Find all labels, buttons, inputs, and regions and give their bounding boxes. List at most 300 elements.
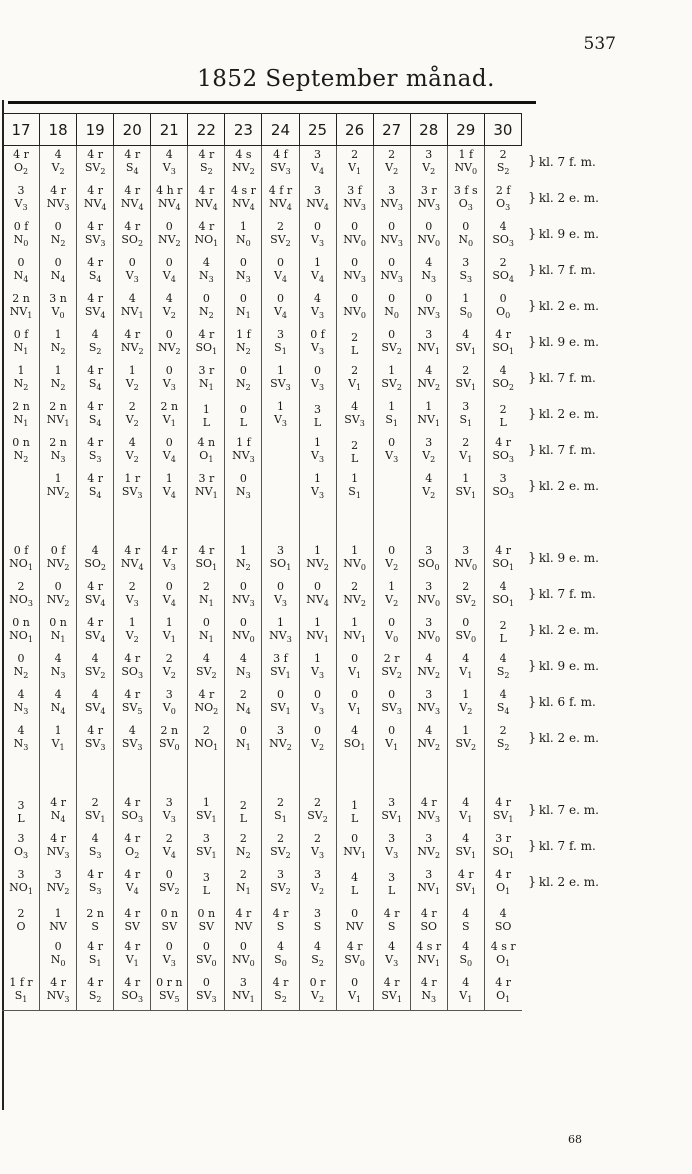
cloud-value: 0 — [425, 292, 433, 306]
table-cell — [262, 362, 299, 398]
cloud-value: 4 — [276, 940, 284, 954]
cloud-value: 3 — [17, 832, 25, 846]
table-cell — [373, 866, 410, 902]
day-header: 22 — [188, 114, 225, 146]
observation-time-label: kl. 2 e. m. — [535, 875, 599, 889]
cloud-value: 4 r — [87, 364, 104, 378]
table-cell — [299, 686, 336, 722]
wind-value: $NV_2$ — [46, 485, 70, 501]
observation-time-label: kl. 9 e. m. — [535, 659, 599, 673]
observation-time — [528, 731, 599, 745]
table-cell — [447, 398, 484, 434]
table-cell — [114, 218, 151, 254]
observation-time — [528, 299, 599, 313]
brace-icon: } — [528, 658, 537, 674]
table-cell — [151, 650, 188, 686]
cloud-value: 0 — [425, 220, 433, 234]
wind-value: $NO_1$ — [194, 737, 219, 753]
wind-value: $NV_0$ — [417, 593, 441, 609]
wind-value: $V_2$ — [311, 737, 325, 753]
wind-value: $NV_1$ — [343, 845, 366, 861]
wind-value: $V_4$ — [162, 845, 176, 861]
wind-value: $S_1$ — [274, 809, 287, 825]
wind-value: $SV_2$ — [84, 161, 106, 177]
wind-value: $V_1$ — [459, 989, 473, 1005]
table-cell — [114, 578, 151, 614]
brace-icon: } — [528, 802, 537, 818]
wind-value: $V_4$ — [273, 305, 287, 321]
cloud-value: 0 — [128, 256, 136, 270]
wind-value: $N_2$ — [236, 845, 251, 861]
cloud-value: 2 — [388, 148, 396, 162]
observation-time — [528, 263, 596, 277]
table-cell — [114, 362, 151, 398]
cloud-value: 4 — [425, 364, 433, 378]
cloud-value: 0 — [54, 220, 62, 234]
cloud-value: 2 — [17, 580, 25, 594]
cloud-value: 4 f — [273, 148, 288, 162]
table-cell — [3, 290, 40, 326]
table-cell — [151, 974, 188, 1011]
table-cell — [151, 902, 188, 938]
table-cell — [225, 470, 262, 506]
cloud-value: 2 — [202, 580, 210, 594]
wind-value: SO — [494, 919, 512, 933]
table-cell — [77, 542, 114, 578]
table-cell — [447, 146, 484, 183]
wind-value: $N_1$ — [236, 305, 251, 321]
cloud-value: 4 r — [198, 544, 215, 558]
wind-value: $NO_1$ — [194, 233, 219, 249]
cloud-value: 3 — [276, 544, 284, 558]
observation-time-label: kl. 2 e. m. — [535, 407, 599, 421]
wind-value: $N_2$ — [50, 377, 66, 393]
wind-value: $V_3$ — [385, 449, 399, 465]
table-cell — [151, 470, 188, 506]
table-row — [3, 182, 522, 218]
cloud-value: 4 r — [87, 184, 104, 198]
table-cell — [373, 974, 410, 1011]
wind-value: $NV_4$ — [232, 197, 255, 213]
table-cell — [40, 794, 77, 830]
wind-value: $NV_1$ — [417, 341, 441, 357]
table-cell — [40, 218, 77, 254]
wind-value: $N_1$ — [13, 413, 29, 429]
brace-icon: } — [528, 298, 537, 314]
cloud-value: 3 — [17, 798, 25, 812]
cloud-value: 0 f — [13, 220, 29, 234]
table-cell — [114, 290, 151, 326]
table-cell — [225, 290, 262, 326]
table-cell — [151, 362, 188, 398]
wind-value: $NV_4$ — [157, 197, 181, 213]
table-cell — [299, 578, 336, 614]
table-cell — [484, 974, 521, 1011]
cloud-value: 4 — [462, 976, 470, 990]
table-cell — [225, 974, 262, 1011]
wind-value: $NV_0$ — [343, 305, 366, 321]
wind-value: $SV_5$ — [158, 989, 180, 1005]
cloud-value: 4 s — [235, 148, 252, 162]
cloud-value: 0 — [165, 256, 173, 270]
table-cell — [262, 254, 299, 290]
table-cell — [262, 218, 299, 254]
wind-value: $V_3$ — [311, 341, 325, 357]
cloud-value: 4 r — [50, 184, 66, 198]
table-cell — [484, 542, 521, 578]
table-cell — [77, 866, 114, 902]
table-cell — [114, 866, 151, 902]
wind-value: $SV_2$ — [381, 665, 402, 681]
cloud-value: 1 f — [458, 148, 474, 162]
table-cell — [40, 542, 77, 578]
cloud-value: 0 — [314, 688, 322, 702]
cloud-value: 3 — [425, 616, 433, 630]
wind-value: $NV_3$ — [417, 701, 441, 717]
wind-value: $O_3$ — [13, 845, 29, 861]
table-cell — [40, 470, 77, 506]
wind-value: $N_1$ — [50, 629, 66, 645]
wind-value: $V_2$ — [162, 305, 176, 321]
wind-value: $V_2$ — [125, 377, 139, 393]
table-cell — [151, 218, 188, 254]
cloud-value: 2 — [351, 364, 359, 378]
cloud-value: 2 — [499, 724, 507, 738]
table-cell — [151, 182, 188, 218]
cloud-value: 3 — [425, 868, 433, 882]
wind-value: $SV_3$ — [381, 701, 402, 717]
wind-value: $N_1$ — [198, 593, 214, 609]
cloud-value: 2 n — [160, 724, 179, 738]
table-cell — [77, 578, 114, 614]
table-cell — [262, 290, 299, 326]
table-cell — [447, 722, 484, 758]
cloud-value: 2 — [351, 438, 359, 452]
cloud-value: 3 — [276, 724, 284, 738]
wind-value: $SV_2$ — [270, 845, 291, 861]
wind-value: $V_4$ — [273, 269, 287, 285]
table-row — [3, 686, 522, 722]
cloud-value: 4 r — [87, 472, 104, 486]
wind-value: $NV_3$ — [46, 197, 70, 213]
cloud-value: 2 — [276, 220, 284, 234]
wind-value: $SV_1$ — [270, 701, 291, 717]
table-cell — [410, 290, 447, 326]
table-cell — [114, 434, 151, 470]
table-cell — [151, 398, 188, 434]
table-cell — [484, 866, 521, 902]
table-cell — [484, 650, 521, 686]
table-row — [3, 830, 522, 866]
table-cell — [77, 182, 114, 218]
table-cell — [40, 614, 77, 650]
cloud-value: 4 r — [124, 906, 141, 920]
wind-value: $S_0$ — [274, 953, 287, 969]
table-cell — [40, 362, 77, 398]
wind-value: $NV_4$ — [120, 197, 144, 213]
table-cell — [225, 578, 262, 614]
cloud-value: 2 — [202, 724, 210, 738]
cloud-value: 3 — [17, 184, 25, 198]
table-cell — [40, 650, 77, 686]
cloud-value: 4 r — [272, 906, 289, 920]
cloud-value: 0 — [388, 256, 396, 270]
cloud-value: 0 — [351, 688, 359, 702]
wind-value: $N_4$ — [50, 809, 66, 825]
table-cell — [188, 578, 225, 614]
cloud-value: 1 — [314, 616, 322, 630]
cloud-value: 2 — [276, 796, 284, 810]
table-cell — [77, 146, 114, 183]
table-row — [3, 470, 522, 506]
wind-value: $NV_0$ — [232, 953, 255, 969]
cloud-value: 0 — [276, 256, 284, 270]
table-cell — [40, 146, 77, 183]
table-cell — [188, 830, 225, 866]
cloud-value: 4 r — [87, 976, 104, 990]
observation-time-label: kl. 9 e. m. — [535, 227, 599, 241]
wind-value: $NV_3$ — [232, 449, 255, 465]
observation-time-label: kl. 7 f. m. — [535, 587, 596, 601]
day-header: 19 — [77, 114, 114, 146]
cloud-value: 0 — [165, 328, 173, 342]
cloud-value: 1 f r — [9, 976, 33, 990]
cloud-value: 4 — [91, 652, 99, 666]
wind-value: $N_3$ — [236, 485, 251, 501]
wind-value: $V_2$ — [162, 665, 176, 681]
wind-value: $SV_1$ — [196, 845, 217, 861]
table-cell — [262, 470, 299, 506]
wind-value: $V_1$ — [162, 629, 176, 645]
wind-value: $NV_0$ — [343, 233, 366, 249]
cloud-value: 4 — [314, 940, 322, 954]
weather-table — [2, 113, 522, 1011]
table-cell — [262, 578, 299, 614]
table-cell — [225, 218, 262, 254]
table-cell — [3, 578, 40, 614]
observation-time — [528, 695, 596, 709]
observation-time — [528, 479, 599, 493]
wind-value: $SO_2$ — [84, 557, 106, 573]
table-cell — [447, 974, 484, 1011]
wind-value: $V_2$ — [125, 449, 139, 465]
table-cell — [484, 794, 521, 830]
table-cell — [262, 794, 299, 830]
table-cell — [188, 650, 225, 686]
table-row — [3, 614, 522, 650]
table-cell — [40, 398, 77, 434]
cloud-value: 0 — [314, 220, 322, 234]
table-cell — [410, 218, 447, 254]
cloud-value: 0 — [276, 688, 284, 702]
wind-value: $N_3$ — [421, 989, 437, 1005]
cloud-value: 4 r — [124, 544, 141, 558]
wind-value: $SO_4$ — [492, 269, 514, 285]
table-cell — [410, 398, 447, 434]
wind-value: $O_3$ — [496, 197, 511, 213]
wind-value: $SO_3$ — [121, 809, 144, 825]
wind-value: L — [17, 811, 25, 825]
cloud-value: 3 — [425, 832, 433, 846]
cloud-value: 1 — [314, 256, 322, 270]
day-header: 21 — [151, 114, 188, 146]
table-cell — [336, 146, 373, 183]
cloud-value: 0 f — [50, 544, 66, 558]
wind-value: $NV_1$ — [232, 989, 255, 1005]
table-cell — [262, 182, 299, 218]
brace-icon: } — [528, 334, 537, 350]
cloud-value: 1 — [388, 364, 396, 378]
cloud-value: 1 f — [236, 328, 251, 342]
wind-value: $V_0$ — [51, 305, 65, 321]
cloud-value: 3 — [388, 870, 396, 884]
wind-value: $V_4$ — [162, 593, 176, 609]
wind-value: L — [499, 631, 507, 645]
table-cell — [410, 146, 447, 183]
table-cell — [373, 218, 410, 254]
table-cell — [410, 434, 447, 470]
cloud-value: 0 — [388, 436, 396, 450]
cloud-value: 0 — [388, 544, 396, 558]
table-cell — [410, 614, 447, 650]
cloud-value: 0 — [351, 976, 359, 990]
cloud-value: 0 — [276, 292, 284, 306]
cloud-value: 4 — [128, 724, 136, 738]
table-row — [3, 650, 522, 686]
wind-value: $N_2$ — [50, 341, 66, 357]
wind-value: $SO_1$ — [492, 845, 514, 861]
cloud-value: 3 r — [495, 832, 512, 846]
brace-icon: } — [528, 406, 537, 422]
table-cell — [3, 542, 40, 578]
cloud-value: 1 — [314, 544, 322, 558]
cloud-value: 3 — [462, 400, 470, 414]
cloud-value: 2 — [499, 402, 507, 416]
wind-value: $V_2$ — [459, 701, 473, 717]
wind-value: SV — [124, 919, 140, 933]
cloud-value: 4 s r — [416, 940, 442, 954]
wind-value: S — [91, 919, 99, 933]
wind-value: $O_2$ — [13, 161, 29, 177]
cloud-value: 3 — [165, 688, 173, 702]
cloud-value: 4 r — [13, 148, 29, 162]
cloud-value: 1 — [351, 544, 359, 558]
cloud-value: 0 — [17, 652, 25, 666]
table-cell — [262, 434, 299, 470]
wind-value: $V_1$ — [459, 665, 473, 681]
cloud-value: 2 — [499, 148, 507, 162]
cloud-value: 1 — [165, 472, 173, 486]
cloud-value: 4 — [91, 832, 99, 846]
wind-value: $NV_2$ — [157, 341, 181, 357]
cloud-value: 4 — [425, 724, 433, 738]
wind-value: $V_2$ — [125, 629, 139, 645]
table-cell — [114, 614, 151, 650]
table-cell — [225, 650, 262, 686]
table-cell — [299, 794, 336, 830]
brace-icon: } — [528, 190, 537, 206]
table-cell — [410, 326, 447, 362]
wind-value: $S_0$ — [459, 953, 473, 969]
table-cell — [3, 362, 40, 398]
wind-value: $NV_1$ — [417, 413, 441, 429]
table-cell — [114, 470, 151, 506]
cloud-value: 2 — [499, 618, 507, 632]
table-row — [3, 290, 522, 326]
table-cell — [225, 866, 262, 902]
wind-value: $NV_4$ — [120, 557, 144, 573]
table-cell — [262, 650, 299, 686]
wind-value: $NV_2$ — [269, 737, 292, 753]
cloud-value: 4 r — [124, 868, 141, 882]
cloud-value: 0 — [239, 580, 247, 594]
table-cell — [299, 614, 336, 650]
wind-value: $NV_2$ — [157, 233, 181, 249]
table-cell — [484, 434, 521, 470]
wind-value: $O_3$ — [458, 197, 473, 213]
cloud-value: 4 r — [50, 976, 66, 990]
cloud-value: 2 — [351, 148, 359, 162]
cloud-value: 2 — [276, 832, 284, 846]
table-cell — [447, 650, 484, 686]
table-cell — [299, 434, 336, 470]
wind-value: $SV_2$ — [455, 737, 477, 753]
wind-value: L — [239, 811, 248, 825]
table-cell — [336, 866, 373, 902]
wind-value: $SO_3$ — [492, 485, 514, 501]
day-header: 20 — [114, 114, 151, 146]
cloud-value: 4 r — [87, 148, 104, 162]
wind-value: L — [499, 415, 507, 429]
table-cell — [151, 146, 188, 183]
cloud-value: 0 — [239, 724, 247, 738]
cloud-value: 3 — [314, 184, 322, 198]
table-cell — [262, 974, 299, 1011]
wind-value: $V_4$ — [162, 269, 176, 285]
cloud-value: 4 r — [495, 868, 512, 882]
table-cell — [299, 938, 336, 974]
weather-table-body — [3, 146, 522, 1011]
cloud-value: 2 — [351, 580, 359, 594]
wind-value: L — [350, 343, 359, 357]
cloud-value: 0 — [351, 832, 359, 846]
wind-value: $S_3$ — [88, 881, 102, 897]
table-cell — [114, 542, 151, 578]
table-row — [3, 974, 522, 1011]
cloud-value: 3 — [388, 184, 396, 198]
table-cell — [3, 182, 40, 218]
table-cell — [77, 218, 114, 254]
observation-time — [528, 227, 599, 241]
wind-value: $NV_1$ — [195, 485, 218, 501]
table-cell — [447, 794, 484, 830]
day-header: 25 — [299, 114, 336, 146]
table-cell — [447, 938, 484, 974]
cloud-value: 2 r — [383, 652, 400, 666]
table-cell — [447, 470, 484, 506]
table-cell — [114, 254, 151, 290]
cloud-value: 0 — [351, 292, 359, 306]
wind-value: $NV_1$ — [417, 953, 441, 969]
cloud-value: 3 — [425, 688, 433, 702]
cloud-value: 4 r — [495, 796, 512, 810]
table-cell — [151, 578, 188, 614]
table-cell — [188, 614, 225, 650]
wind-value: $SV_0$ — [344, 953, 365, 969]
cloud-value: 3 — [54, 868, 62, 882]
wind-value: $N_0$ — [384, 305, 400, 321]
wind-value: $SO_3$ — [121, 665, 144, 681]
